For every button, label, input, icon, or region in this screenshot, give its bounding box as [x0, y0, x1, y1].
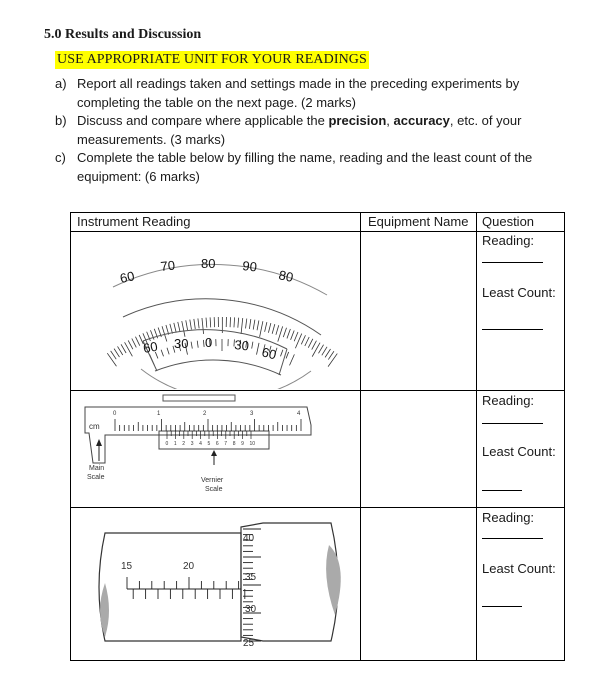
thimble-number: 35 [245, 572, 257, 583]
reading-answer-line[interactable] [482, 262, 543, 263]
scale-tick [291, 330, 295, 339]
main-scale-arrowhead [96, 439, 102, 446]
thimble-number: 30 [245, 604, 257, 615]
outer-number: 60 [118, 268, 136, 286]
sleeve-number: 20 [183, 561, 195, 572]
scale-tick [276, 325, 279, 335]
main-scale-number: 1 [157, 411, 161, 417]
scale-tick [125, 342, 133, 356]
scale-tick [305, 337, 309, 346]
vernier-scale-number: 2 [182, 441, 186, 447]
frame-edge-right [279, 349, 287, 375]
vernier-tick [197, 341, 198, 348]
vernier-scale-number: 10 [249, 441, 256, 447]
micrometer-sleeve [99, 533, 241, 641]
scale-tick [202, 318, 204, 334]
outer-number: 90 [241, 258, 258, 275]
scale-tick [132, 338, 137, 347]
vernier-tick [161, 350, 163, 357]
list-item [55, 112, 585, 149]
scale-tick [283, 328, 286, 337]
scale-tick [118, 346, 123, 355]
scale-tick [128, 340, 133, 349]
thimble-number: 40 [243, 533, 255, 544]
vernier-tick [191, 342, 192, 349]
scale-tick [241, 318, 243, 334]
scale-tick [287, 329, 290, 338]
outer-arc [113, 264, 327, 295]
precision-term: precision [328, 113, 387, 128]
scale-tick [312, 341, 317, 350]
header-question: Question [482, 214, 535, 229]
inner-frame-arc [141, 369, 311, 389]
scale-tick [328, 354, 337, 367]
scale-tick [312, 343, 320, 357]
scale-tick [325, 349, 330, 357]
item-label: c) [55, 150, 66, 165]
least-count-label: Least Count: [482, 561, 556, 576]
vernier-scale-number: 0 [165, 441, 169, 447]
item-text: Report all readings taken and settings made in the preceding experiments by completing the table on the next page. (2 marks) [77, 76, 520, 110]
outer-number: 80 [277, 267, 295, 285]
scale-tick [111, 351, 117, 359]
scale-tick [206, 318, 207, 328]
scale-tick [265, 322, 267, 332]
inner-number: 60 [260, 344, 278, 363]
item-label: a) [55, 76, 67, 91]
scale-tick [170, 324, 173, 334]
angular-vernier-figure [101, 239, 361, 389]
header-instrument-reading: Instrument Reading [77, 214, 191, 229]
main-scale-label: Scale [87, 474, 105, 481]
inner-number: 30 [174, 336, 189, 351]
inner-number: 30 [233, 337, 250, 354]
micrometer-figure [91, 515, 359, 655]
vernier-scale-number: 7 [224, 441, 228, 447]
row-divider [71, 390, 564, 391]
scale-tick [318, 345, 323, 354]
row-divider [71, 507, 564, 508]
vernier-scale-number: 3 [190, 441, 194, 447]
reading-label: Reading: [482, 233, 535, 248]
scale-tick [253, 320, 255, 330]
main-scale-number: 0 [113, 411, 117, 417]
reading-label: Reading: [482, 510, 535, 525]
results-table [70, 212, 565, 661]
scale-tick [186, 320, 188, 330]
scale-tick [328, 351, 334, 359]
scale-tick [294, 332, 298, 341]
section-heading: 5.0 Results and Discussion [44, 27, 202, 42]
scale-tick [246, 319, 247, 329]
scale-tick [249, 319, 250, 329]
scale-tick [178, 322, 180, 332]
vernier-tick [252, 342, 253, 349]
scale-tick [278, 326, 283, 341]
vernier-tick [257, 343, 259, 355]
scale-tick [114, 349, 119, 357]
vernier-caliper-figure [79, 393, 324, 505]
main-scale-number: 3 [250, 411, 254, 417]
vernier-scale-number: 6 [215, 441, 219, 447]
main-scale-label: Main [89, 465, 105, 472]
item-label: b) [55, 113, 67, 128]
main-scale-number: 2 [203, 411, 207, 417]
unit-instruction-highlight: USE APPROPRIATE UNIT FOR YOUR READINGS [57, 52, 367, 67]
outer-number: 80 [201, 256, 216, 271]
vernier-tick [280, 350, 282, 357]
scale-tick [234, 317, 235, 327]
vernier-scale-number: 1 [173, 441, 177, 447]
scale-tick [194, 319, 195, 329]
item-text: Complete the table below by filling the name, reading and the least count of the equipment: (6 marks) [77, 150, 533, 184]
scale-tick [268, 323, 270, 333]
scale-tick [238, 318, 239, 328]
reading-label: Reading: [482, 393, 535, 408]
least-count-answer-line[interactable] [482, 329, 543, 330]
scale-tick [301, 335, 305, 344]
vernier-tick [167, 348, 169, 355]
vernier-scale-label: Vernier [201, 477, 224, 484]
caliper-main-beam [85, 407, 311, 463]
least-count-answer-line[interactable] [482, 606, 522, 607]
scale-tick [121, 344, 126, 353]
vernier-scale-label: Scale [205, 486, 223, 493]
scale-tick [135, 337, 139, 346]
scale-tick [308, 339, 313, 348]
vernier-arc-bottom [155, 360, 281, 375]
sleeve-number: 15 [121, 561, 133, 572]
accuracy-term: accuracy [393, 113, 450, 128]
scale-tick [257, 320, 259, 330]
scale-tick [272, 324, 275, 334]
scale-tick [322, 347, 327, 356]
scale-tick [198, 318, 199, 328]
vernier-scale-number: 5 [207, 441, 211, 447]
vernier-scale-number: 8 [232, 441, 236, 447]
main-scale-number: 4 [297, 411, 301, 417]
list-item [55, 149, 585, 186]
caliper-top-bar [163, 395, 235, 401]
outer-number: 70 [159, 257, 176, 274]
header-equipment-name: Equipment Name [368, 214, 469, 229]
item-text-part: Discuss and compare where applicable the [77, 113, 329, 128]
item-text-part: , etc. of your measurements. (3 marks) [77, 113, 522, 147]
reading-answer-line[interactable] [482, 423, 543, 424]
least-count-label: Least Count: [482, 285, 556, 300]
scale-tick [190, 320, 192, 330]
list-item [55, 75, 585, 112]
column-divider [476, 213, 477, 660]
scale-tick [260, 321, 263, 337]
caliper-unit: cm [89, 422, 100, 431]
reading-answer-line[interactable] [482, 538, 543, 539]
least-count-answer-line[interactable] [482, 490, 522, 491]
header-divider [71, 231, 564, 232]
vernier-tick [290, 354, 295, 365]
thimble-end-shade [326, 545, 341, 615]
item-text [77, 112, 585, 149]
scale-tick [107, 353, 116, 366]
scale-tick [174, 323, 176, 333]
vernier-scale-number: 9 [241, 441, 244, 447]
inner-number: 0 [205, 335, 213, 350]
vernier-scale-number: 4 [199, 441, 202, 447]
scale-tick [182, 321, 185, 337]
sleeve-end-shade [100, 583, 109, 637]
item-text-part: , [386, 113, 394, 128]
vernier-scale-arrowhead [211, 450, 217, 456]
least-count-label: Least Count: [482, 444, 556, 459]
scale-tick [210, 317, 211, 327]
inner-number: 60 [141, 338, 159, 356]
vernier-tick [286, 352, 289, 358]
instruction-list [55, 75, 585, 186]
thimble-number: 25 [243, 638, 255, 649]
